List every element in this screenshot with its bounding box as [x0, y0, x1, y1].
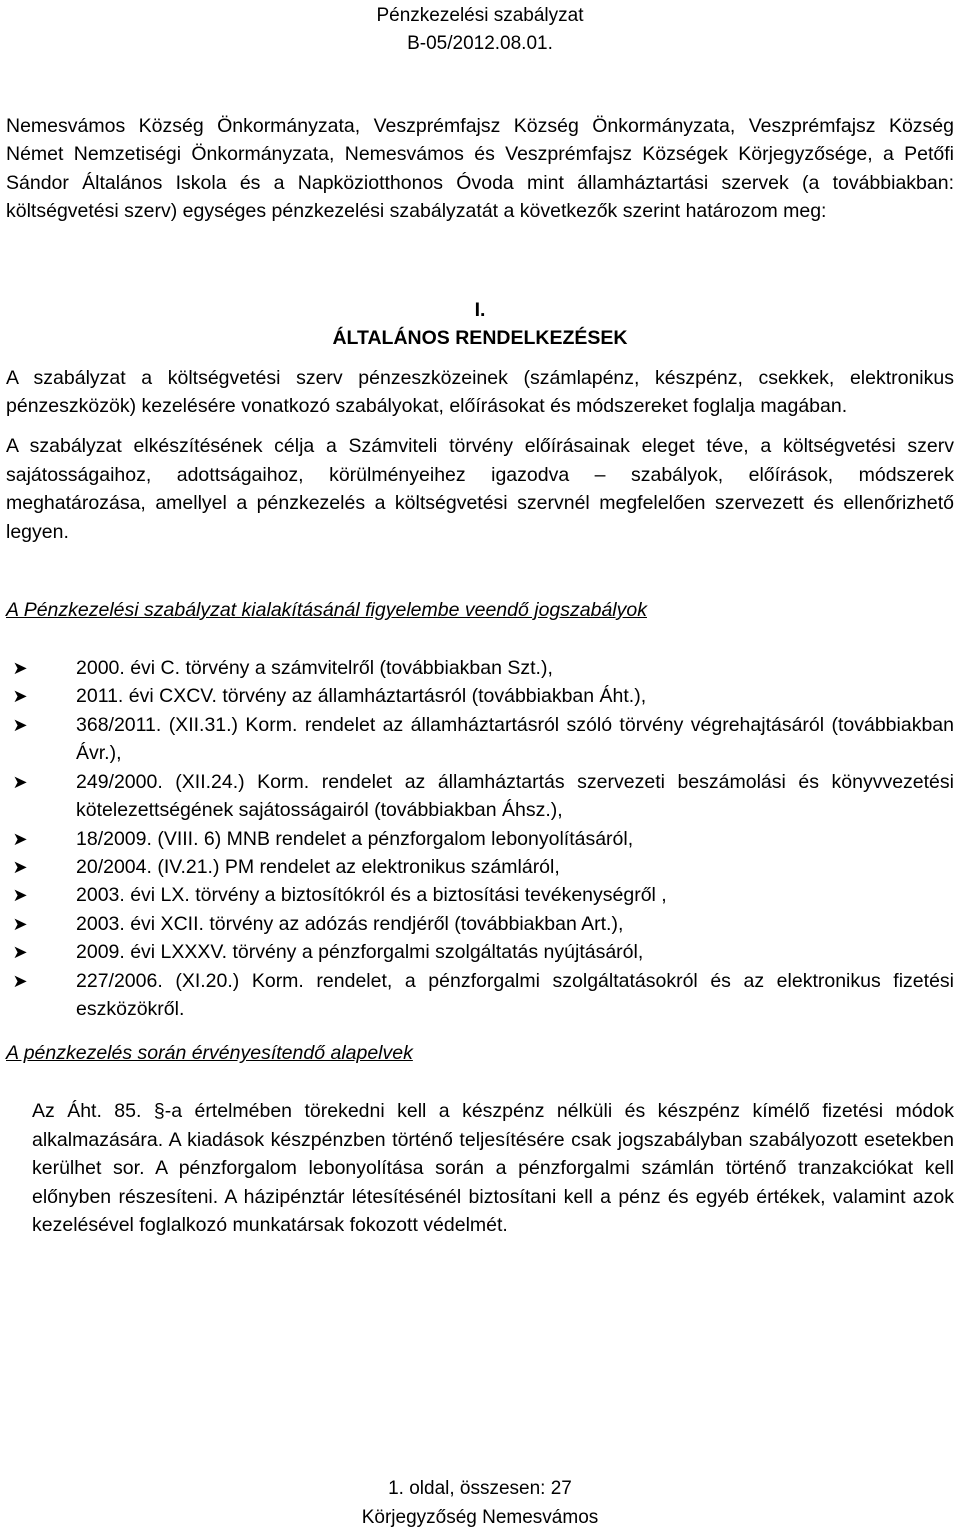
- law-item: [12, 967, 954, 1024]
- section-title: ÁLTALÁNOS RENDELKEZÉSEK: [332, 326, 628, 349]
- law-item: [12, 768, 954, 825]
- law-item: [12, 682, 954, 710]
- document-body: [6, 112, 954, 1239]
- law-item: [12, 825, 954, 853]
- page-header: [0, 2, 960, 58]
- law-item-text: 2003. évi LX. törvény a biztosítókról és a biztosítási tevékenységről ,: [76, 884, 667, 907]
- law-item-text: 368/2011. (XII.31.) Korm. rendelet az államháztartásról szóló törvény végrehajtásáról (továbbiakban Ávr.),: [76, 713, 954, 765]
- arrowhead-bullet-icon: ➤: [12, 885, 28, 906]
- principles-heading: A pénzkezelés során érvényesítendő alapelvek: [6, 1042, 413, 1065]
- footer-organization: Körjegyzőség Nemesvámos: [361, 1507, 599, 1528]
- law-item-text: 18/2009. (VIII. 6) MNB rendelet a pénzforgalom lebonyolításáról,: [76, 827, 634, 850]
- arrowhead-bullet-icon: ➤: [12, 828, 28, 849]
- page-footer: [0, 1474, 960, 1532]
- law-item-text: 227/2006. (XI.20.) Korm. rendelet, a pénzforgalmi szolgáltatásokról és az elektronikus fizetési eszközökről.: [76, 969, 954, 1020]
- general-paragraph-2: A szabályzat elkészítésének célja a Számviteli törvény előírásainak eleget téve, a költségvetési szerv sajátosságaihoz, adottságaihoz, körülményeihez igazodva – szabályok, előírások, módszerek meghatározása, amellyel a pénzkezelés a költségvetési szervnél megfelelően szervezett és ellenőrizhető legyen.: [6, 435, 954, 543]
- section-number: I.: [474, 298, 486, 321]
- document-title: Pénzkezelési szabályzat: [376, 5, 584, 26]
- laws-heading: A Pénzkezelési szabályzat kialakításánál figyelembe veendő jogszabályok: [6, 599, 647, 622]
- arrowhead-bullet-icon: ➤: [12, 714, 28, 735]
- law-item-text: 2011. évi CXCV. törvény az államháztartásról (továbbiakban Áht.),: [76, 685, 647, 708]
- arrowhead-bullet-icon: ➤: [12, 686, 28, 707]
- principles-paragraph: Az Áht. 85. §-a értelmében törekedni kell a készpénz nélküli és készpénz kímélő fizetési módok alkalmazására. A kiadások készpénzben történő teljesítésére csak jogszabályban szabályozott esetekben kerülhet sor. A pénzforgalom lebonyolítása során a pénzforgalmi számlán történő tranzakciókat kell előnyben részesíteni. A házipénztár létesítésénél biztosítani kell a pénz és egyéb értékek, valamint azok kezelésével foglalkozó munkatársak fokozott védelmét.: [32, 1100, 954, 1236]
- law-item: [12, 881, 954, 909]
- arrowhead-bullet-icon: ➤: [12, 771, 28, 792]
- law-item-text: 2000. évi C. törvény a számvitelről (továbbiakban Szt.),: [76, 657, 553, 680]
- laws-list: [6, 654, 954, 1023]
- arrowhead-bullet-icon: ➤: [12, 942, 28, 963]
- general-paragraph-1: A szabályzat a költségvetési szerv pénzeszközeinek (számlapénz, készpénz, csekkek, elektronikus pénzeszközök) kezelésére vonatkozó szabályokat, előírásokat és módszereket foglalja magában.: [6, 366, 954, 418]
- law-item-text: 2009. évi LXXXV. törvény a pénzforgalmi szolgáltatás nyújtásáról,: [76, 941, 644, 964]
- law-item-text: 2003. évi XCII. törvény az adózás rendjéről (továbbiakban Art.),: [76, 912, 624, 935]
- law-item-text: 20/2004. (IV.21.) PM rendelet az elektronikus számláról,: [76, 855, 560, 878]
- law-item: [12, 654, 954, 682]
- law-item: [12, 910, 954, 938]
- law-item-text: 249/2000. (XII.24.) Korm. rendelet az államháztartás szervezeti beszámolási és könyvvezetési kötelezettségének sajátosságairól (továbbiakban Áhsz.),: [76, 770, 954, 822]
- arrowhead-bullet-icon: ➤: [12, 913, 28, 934]
- intro-paragraph: Nemesvámos Község Önkormányzata, Veszprémfajsz Község Önkormányzata, Veszprémfajsz Község Német Nemzetiségi Önkormányzata, Nemesvámos és Veszprémfajsz Községek Körjegyzősége, a Petőfi Sándor Általános Iskola és a Napköziotthonos Óvoda mint államháztartási szervek (a továbbiakban: költségvetési szerv) egységes pénzkezelési szabályzatát a következők szerint határozom meg:: [6, 115, 954, 223]
- arrowhead-bullet-icon: ➤: [12, 658, 28, 679]
- document-code: B-05/2012.08.01.: [407, 33, 553, 54]
- arrowhead-bullet-icon: ➤: [12, 970, 28, 991]
- law-item: [12, 938, 954, 966]
- law-item: [12, 711, 954, 768]
- arrowhead-bullet-icon: ➤: [12, 856, 28, 877]
- page-number: 1. oldal, összesen: 27: [388, 1478, 572, 1499]
- law-item: [12, 853, 954, 881]
